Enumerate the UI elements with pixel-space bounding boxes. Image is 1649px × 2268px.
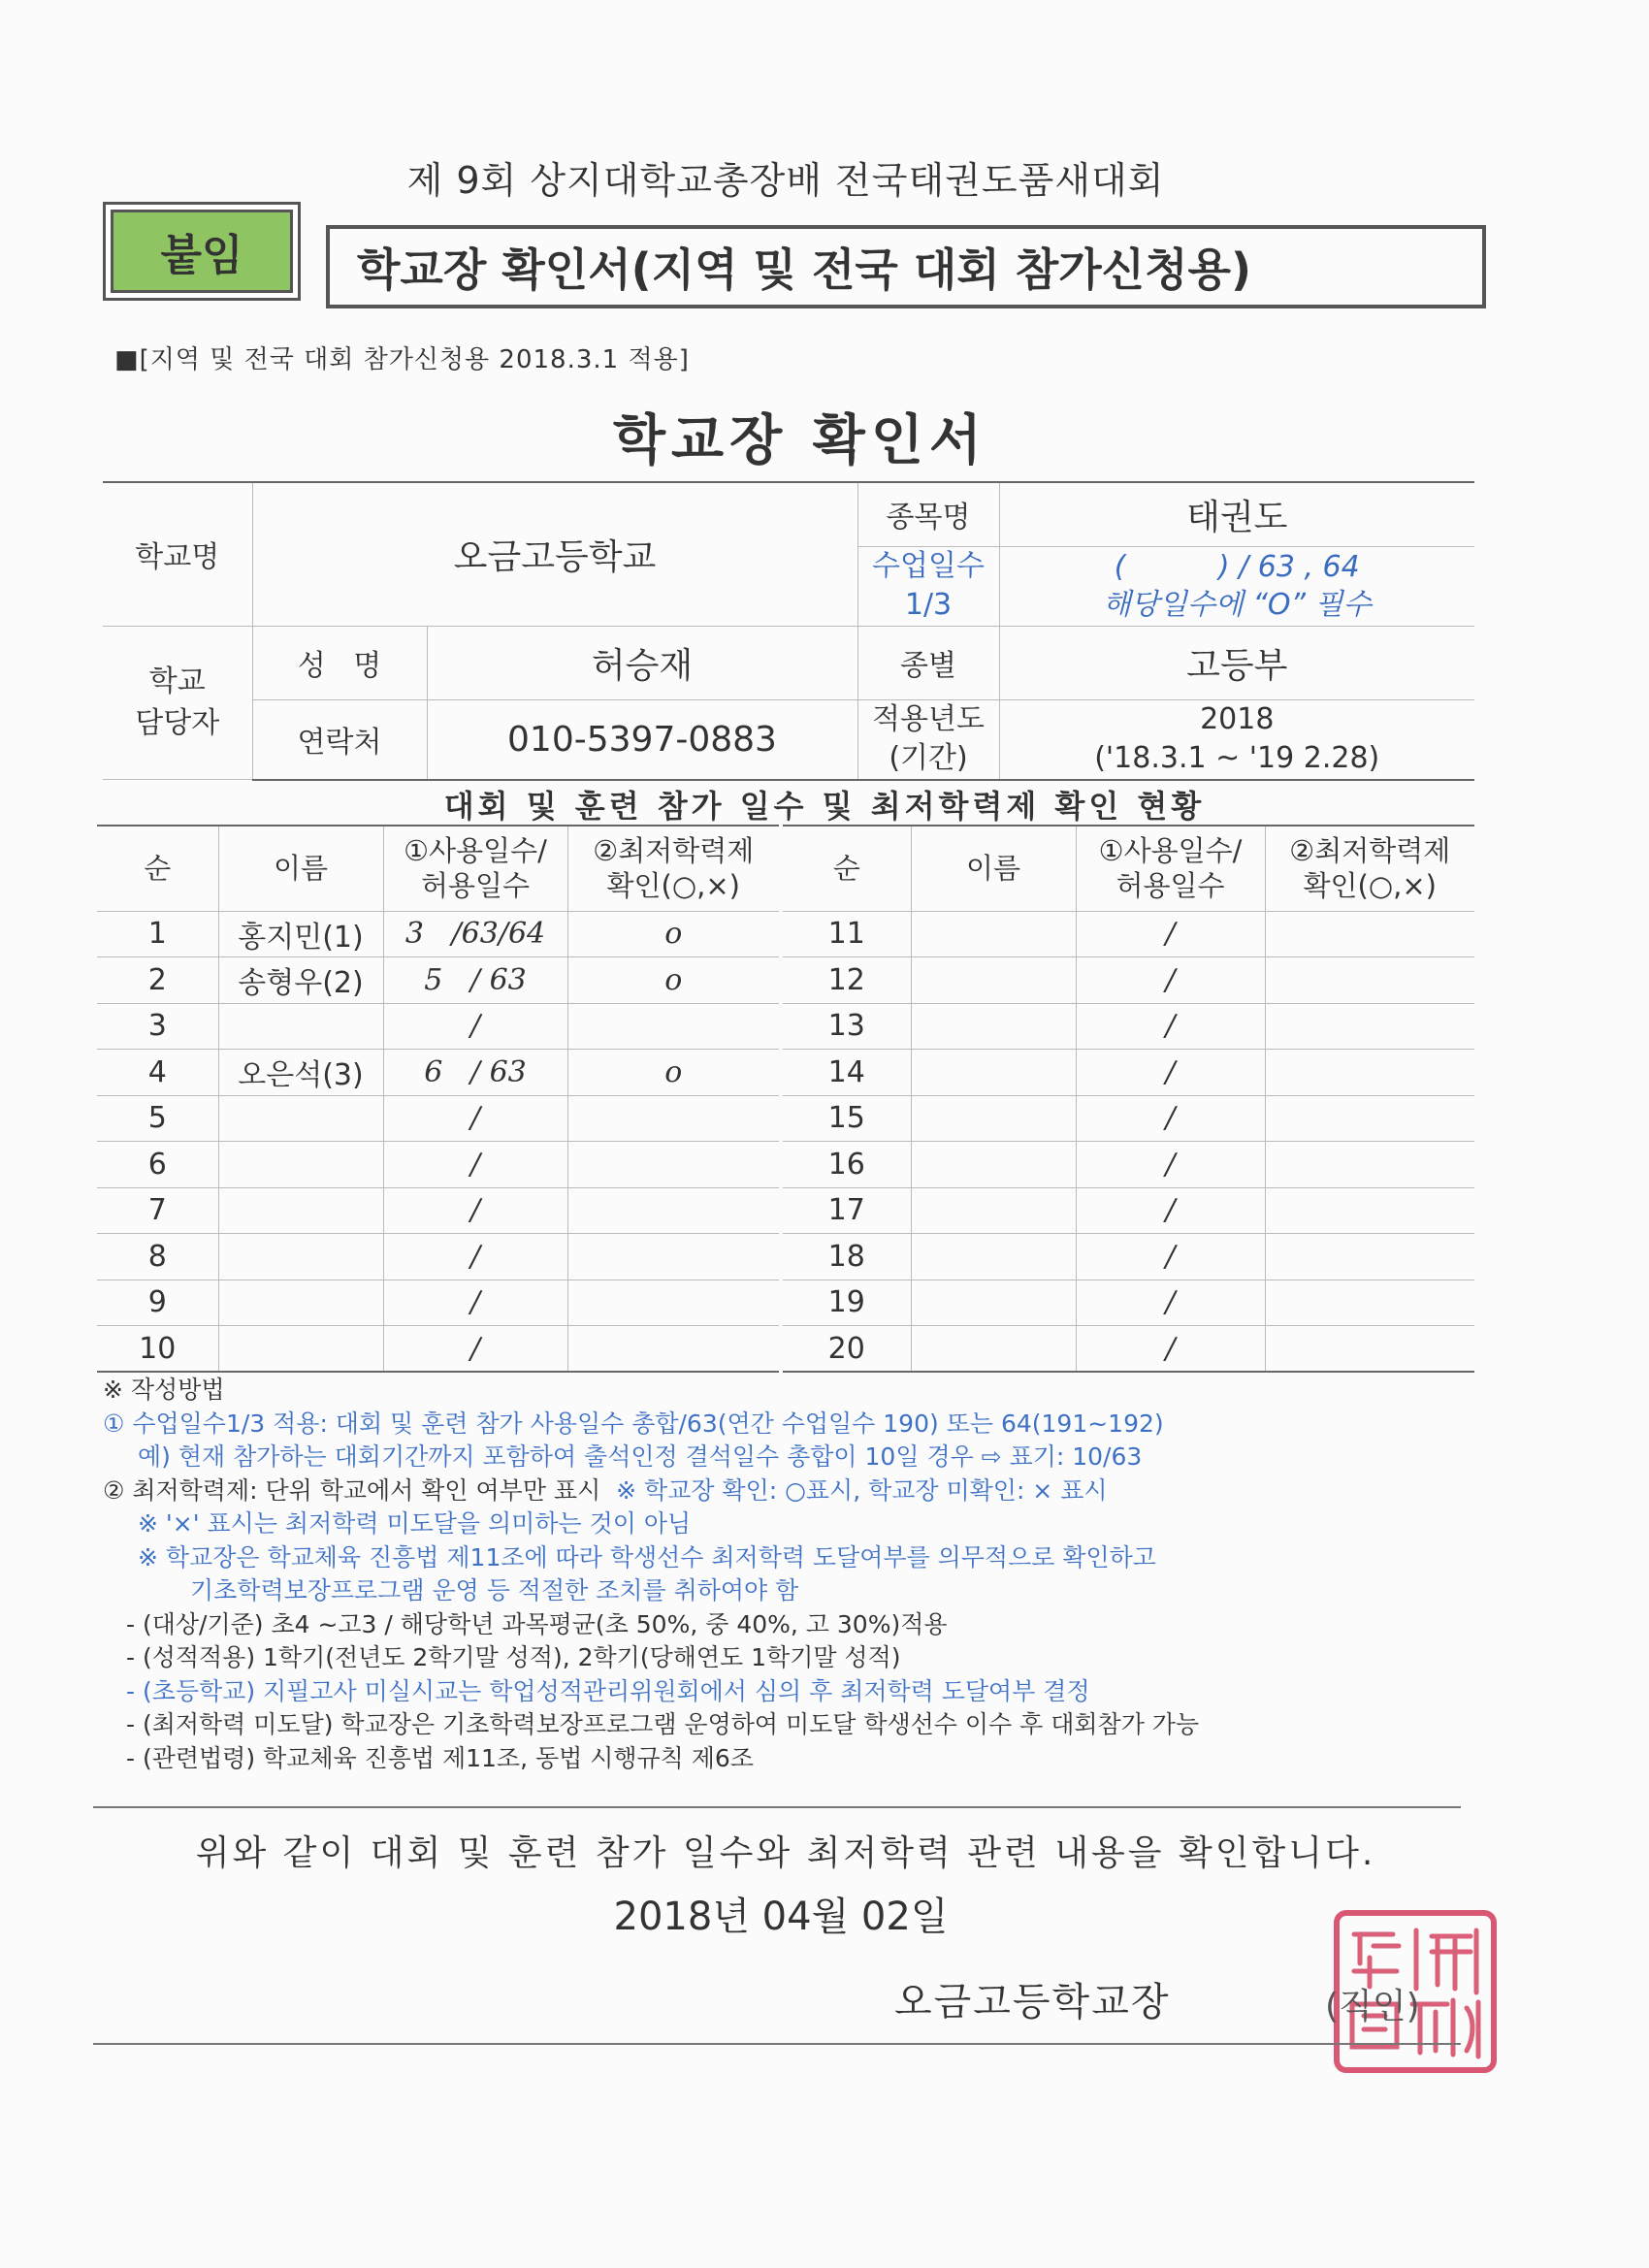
col-no-header: 순: [783, 826, 911, 911]
row-name: [911, 1142, 1076, 1188]
teacher-label-line1: 학교: [148, 664, 206, 698]
row-name: 송형우(2): [218, 957, 383, 1004]
sport: 태권도: [999, 482, 1474, 546]
row-min-check: o: [567, 1050, 779, 1096]
col-min-header-line1: ②최저학력제: [1289, 834, 1451, 867]
col-days-header: [383, 826, 567, 911]
class-days-cell: [999, 546, 1474, 626]
row-days: /: [1076, 1003, 1265, 1050]
col-min-header: [1265, 826, 1474, 911]
contact-label: 연락처: [252, 699, 427, 780]
table-row: [97, 1326, 779, 1373]
guide-bullet-1: - (대상/기준) 초4 ~고3 / 해당학년 과목평균(초 50%, 중 40%, 고 30%)적용: [126, 1609, 948, 1638]
table-row: [783, 1326, 1474, 1373]
table-row: [783, 1142, 1474, 1188]
row-number: 13: [783, 1003, 911, 1050]
table-row: [97, 1050, 779, 1096]
row-name: [911, 911, 1076, 957]
row-days: 3 /63/64: [383, 911, 567, 957]
seal-label: (직인): [1325, 1987, 1420, 2026]
row-number: 4: [97, 1050, 218, 1096]
col-days-header-line1: ①사용일수/: [1098, 834, 1243, 867]
row-days: /: [1076, 1142, 1265, 1188]
row-number: 1: [97, 911, 218, 957]
divider-top: [93, 1806, 1461, 1808]
row-name: [218, 1003, 383, 1050]
col-days-header-line2: 허용일수: [1116, 869, 1225, 903]
table-row: [783, 957, 1474, 1004]
row-name: [911, 1234, 1076, 1280]
row-min-check: [1265, 1095, 1474, 1142]
row-min-check: [1265, 957, 1474, 1004]
divider-bottom: [93, 2043, 1461, 2045]
guide-item-2-line3: ※ 학교장은 학교체육 진흥법 제11조에 따라 학생선수 최저학력 도달여부를 의무적으로 확인하고: [138, 1542, 1156, 1571]
row-days: /: [383, 1326, 567, 1373]
table-row: [97, 1187, 779, 1234]
status-heading: 대회 및 훈련 참가 일수 및 최저학력제 확인 현황: [443, 788, 1206, 825]
year-label: [857, 699, 999, 780]
document-heading: 학교장 확인서: [612, 409, 988, 472]
row-number: 12: [783, 957, 911, 1004]
row-name: [218, 1187, 383, 1234]
guide-item-2-blue: ※ 학교장 확인: ○표시, 학교장 미확인: × 표시: [616, 1475, 1108, 1505]
col-min-header-line2: 확인(○,×): [1303, 869, 1437, 903]
guide-item-1-line2: 예) 현재 참가하는 대회기간까지 포함하여 출석인정 결석일수 총합이 10일 경우 ⇨ 표기: 10/63: [138, 1442, 1143, 1471]
col-no-header: 순: [97, 826, 218, 911]
guide-bullet-4: - (최저학력 미도달) 학교장은 기초학력보장프로그램 운영하여 미도달 학생선수 이수 후 대회참가 가능: [126, 1710, 1200, 1738]
table-row: [97, 911, 779, 957]
row-min-check: [567, 1142, 779, 1188]
row-min-check: [567, 1234, 779, 1280]
row-name: 홍지민(1): [218, 911, 383, 957]
row-number: 16: [783, 1142, 911, 1188]
row-number: 10: [97, 1326, 218, 1373]
class-days-label-line2: 1/3: [904, 588, 953, 622]
confirmation-statement: 위와 같이 대회 및 훈련 참가 일수와 최저학력 관련 내용을 확인합니다.: [195, 1833, 1376, 1873]
row-min-check: [1265, 1187, 1474, 1234]
teacher-name: 허승재: [427, 626, 857, 699]
division-label: 종별: [857, 626, 999, 699]
year: 2018: [1200, 701, 1275, 736]
form-title: 학교장 확인서(지역 및 전국 대회 참가신청용): [326, 225, 1486, 308]
writing-guide: [103, 1374, 1480, 1775]
participation-table-left: [97, 825, 779, 1373]
guide-bullet-2: - (성적적용) 1학기(전년도 2학기말 성적), 2학기(당해연도 1학기말 성적): [126, 1643, 901, 1671]
row-name: [218, 1234, 383, 1280]
row-name: [218, 1326, 383, 1373]
row-name: [911, 1326, 1076, 1373]
col-name-header: 이름: [218, 826, 383, 911]
school-info-table: [103, 481, 1474, 781]
year-label-line2: (기간): [889, 741, 968, 775]
table-row: [783, 1280, 1474, 1326]
row-number: 5: [97, 1095, 218, 1142]
guide-item-2-line4: 기초학력보장프로그램 운영 등 적절한 조치를 취하여야 함: [190, 1576, 799, 1604]
row-min-check: [1265, 1003, 1474, 1050]
row-number: 3: [97, 1003, 218, 1050]
row-number: 18: [783, 1234, 911, 1280]
event-title: 제 9회 상지대학교총장배 전국태권도품새대회: [406, 159, 1165, 202]
table-row: [783, 1003, 1474, 1050]
row-number: 11: [783, 911, 911, 957]
row-name: [911, 1095, 1076, 1142]
row-number: 17: [783, 1187, 911, 1234]
class-days-value: ( ) / 63 , 64: [1114, 550, 1360, 584]
table-row: [97, 1280, 779, 1326]
table-row: [97, 1234, 779, 1280]
table-row: [783, 1095, 1474, 1142]
row-min-check: o: [567, 957, 779, 1004]
row-days: /: [1076, 911, 1265, 957]
col-name-header: 이름: [911, 826, 1076, 911]
col-days-header-line2: 허용일수: [420, 869, 531, 903]
row-days: /: [1076, 1326, 1265, 1373]
col-days-header: [1076, 826, 1265, 911]
row-name: [218, 1142, 383, 1188]
row-name: [911, 1003, 1076, 1050]
teacher-label: [103, 626, 252, 780]
period: ('18.3.1 ~ '19 2.28): [1094, 741, 1380, 775]
row-name: [911, 1280, 1076, 1326]
col-days-header-line1: ①사용일수/: [404, 834, 547, 867]
row-days: /: [1076, 957, 1265, 1004]
row-min-check: [1265, 1326, 1474, 1373]
table-row: [783, 911, 1474, 957]
row-name: [218, 1280, 383, 1326]
row-days: /: [1076, 1095, 1265, 1142]
reference-note: ■[지역 및 전국 대회 참가신청용 2018.3.1 적용]: [114, 345, 690, 374]
class-days-label: [857, 546, 999, 626]
row-days: 5 / 63: [383, 957, 567, 1004]
row-days: /: [1076, 1187, 1265, 1234]
class-days-label-line1: 수업일수: [872, 548, 985, 583]
row-min-check: [567, 1326, 779, 1373]
row-number: 2: [97, 957, 218, 1004]
table-row: [783, 1234, 1474, 1280]
teacher-label-line2: 담당자: [135, 706, 220, 741]
row-min-check: [567, 1280, 779, 1326]
year-cell: [999, 699, 1474, 780]
guide-item-2-line1: [103, 1474, 1480, 1508]
row-min-check: [1265, 1050, 1474, 1096]
table-row: [97, 1095, 779, 1142]
row-number: 14: [783, 1050, 911, 1096]
table-row: [783, 1050, 1474, 1096]
year-label-line1: 적용년도: [872, 701, 985, 736]
row-days: /: [383, 1142, 567, 1188]
table-row: [783, 1187, 1474, 1234]
table-row: [97, 957, 779, 1004]
row-number: 6: [97, 1142, 218, 1188]
school-name-label: 학교명: [103, 482, 252, 626]
row-days: /: [1076, 1234, 1265, 1280]
col-min-header: [567, 826, 779, 911]
row-days: /: [1076, 1280, 1265, 1326]
guide-item-2-text: ② 최저학력제: 단위 학교에서 확인 여부만 표시: [103, 1475, 601, 1505]
row-min-check: [567, 1003, 779, 1050]
guide-bullet-5: - (관련법령) 학교체육 진흥법 제11조, 동법 시행규칙 제6조: [126, 1743, 754, 1772]
guide-item-1-line1: ① 수업일수1/3 적용: 대회 및 훈련 참가 사용일수 총합/63(연간 수업일수 190) 또는 64(191~192): [103, 1409, 1164, 1438]
row-min-check: [567, 1187, 779, 1234]
row-number: 15: [783, 1095, 911, 1142]
row-name: [911, 957, 1076, 1004]
issue-date: 2018년 04월 02일: [613, 1895, 949, 1939]
sport-label: 종목명: [857, 482, 999, 546]
row-min-check: [1265, 1234, 1474, 1280]
col-min-header-line2: 확인(○,×): [606, 869, 740, 903]
row-days: 6 / 63: [383, 1050, 567, 1096]
row-min-check: o: [567, 911, 779, 957]
row-days: /: [383, 1234, 567, 1280]
row-name: [911, 1050, 1076, 1096]
name-label: 성 명: [252, 626, 427, 699]
row-min-check: [1265, 911, 1474, 957]
table-row: [97, 1142, 779, 1188]
row-min-check: [567, 1095, 779, 1142]
principal-name: 오금고등학교장: [894, 1980, 1171, 2025]
col-min-header-line1: ②최저학력제: [593, 834, 755, 867]
participation-table-right: [783, 825, 1474, 1373]
row-min-check: [1265, 1142, 1474, 1188]
row-days: /: [383, 1187, 567, 1234]
row-number: 7: [97, 1187, 218, 1234]
row-days: /: [383, 1095, 567, 1142]
row-number: 19: [783, 1280, 911, 1326]
row-name: [911, 1187, 1076, 1234]
row-name: [218, 1095, 383, 1142]
row-days: /: [383, 1280, 567, 1326]
contact: 010-5397-0883: [427, 699, 857, 780]
guide-title: ※ 작성방법: [103, 1376, 225, 1404]
guide-bullet-3: - (초등학교) 지필고사 미실시교는 학업성적관리위원회에서 심의 후 최저학력 도달여부 결정: [126, 1676, 1090, 1705]
row-days: /: [383, 1003, 567, 1050]
class-days-note: 해당일수에 “O” 필수: [1102, 588, 1372, 622]
guide-item-2-line2: ※ '×' 표시는 최저학력 미도달을 의미하는 것이 아님: [138, 1509, 692, 1538]
row-min-check: [1265, 1280, 1474, 1326]
division: 고등부: [999, 626, 1474, 699]
row-days: /: [1076, 1050, 1265, 1096]
row-number: 8: [97, 1234, 218, 1280]
attachment-badge: 붙임: [111, 210, 293, 293]
row-number: 20: [783, 1326, 911, 1373]
row-name: 오은석(3): [218, 1050, 383, 1096]
table-row: [97, 1003, 779, 1050]
row-number: 9: [97, 1280, 218, 1326]
school-name: 오금고등학교: [252, 482, 857, 626]
